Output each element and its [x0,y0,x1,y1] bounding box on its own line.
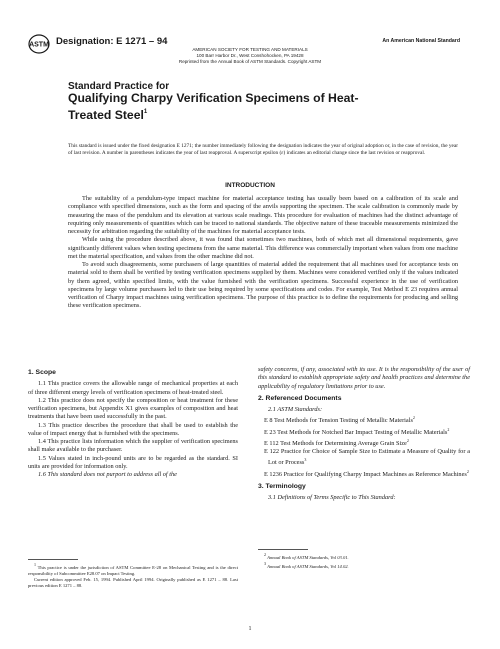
terminology-heading: 3. Terminology [258,482,306,490]
society-name: AMERICAN SOCIETY FOR TESTING AND MATERIALS [192,47,308,52]
reprint-notice: Reprinted from the Annual Book of ASTM Standards. Copyright ASTM [178,59,322,64]
scope-item-1-1: 1.1 This practice covers the allowable range of mechanical properties at each of three different energy levels of verification specimens of heat-treated steel. [28,380,238,396]
standard-title [68,92,398,122]
scope-item-1-2: 1.2 This practice does not specify the composition or heat treatment for these verification specimens, but Appendix X1 gives examples of composition and heat treatments that have been used successfully in the past. [28,396,238,421]
right-column [258,366,470,502]
astm-standards-label: 2.1 ASTM Standards: [268,406,323,413]
scope-item-1-6-continued: safety concerns, if any, associated with its use. It is the responsibility of the user of this standard to establish appropriate safety and health practices and determine the applicability of regulatory limitations prior to use. [258,366,470,390]
intro-paragraph-3: To avoid such disagreements, some purchasers of large quantities of material added the requirement that all machines used for acceptance tests on material sold to them shall be verified by testing verification specimens supplied by them. Machines were considered verified only if the values indicated by them agreed, within specified limits, with the value furnished with the verification specimens. Successful experience in the use of verification specimens by large volume purchasers led to their use being required by some specifications and codes. For example, Test Method E 23 requires annual verification of Charpy impact machines using verification specimens. The purpose of this practice is to define the requirements for producing and selling these verification specimens. [68,261,458,310]
footnotes-right [258,552,470,570]
scope-heading: 1. Scope [28,369,56,376]
footnote-1-continued: Current edition approved Feb. 15, 1994. Published April 1994. Originally published as E 1271 – 88. Last previous edition E 1271 – 88. [28,577,238,588]
standard-kind: Standard Practice for [68,81,170,92]
scope-item-1-6: 1.6 This standard does not purport to address all of the [38,471,177,478]
reference-item: E 112 Test Methods for Determining Average Grain Size$^2$ [264,437,409,447]
reference-item: E 23 Test Methods for Notched Bar Impact Testing of Metallic Materials$^2$ [264,426,450,436]
reference-item: E 122 Practice for Choice of Sample Size to Estimate a Measure of Quality for a Lot or Process$^3$ [264,448,470,467]
intro-paragraph-1: The suitability of a pendulum-type impact machine for material acceptance testing has usually been based on a calibration of its scale and compliance with specified dimensions, such as the form and spacing of the anvils supporting the specimen. The scale calibration is commonly made by measuring the mass of the pendulum and its elevation at various scale readings. This procedure for evaluation of machines had the distinct advantage of requiring only measurements of quantities which can be traced to national standards. The objective nature of these traceable measurements minimized the necessity for arbitration regarding the suitability of the machines for material acceptance tests. [68,195,458,235]
footnote-2: $^2$ Annual Book of ASTM Standards, Vol 03.01. [264,552,349,560]
footnote-rule-left [28,559,78,560]
footnotes-left [28,562,238,589]
logo-text: ASTM [29,41,49,49]
title-footnote-mark: 1 [143,108,148,115]
society-address: 100 Barr Harbor Dr., West Conshohocken, PA 19428 [196,53,304,58]
designation-notice: This standard is issued under the fixed designation E 1271; the number immediately following the designation indicates the year of original adoption or, in the case of revision, the year of last revision. A number in parentheses indicates the year of last reapproval. A superscript epsilon (ε) indicates an editorial change since the last revision or reapproval. [68,143,458,157]
reference-item: E 8 Test Methods for Tension Testing of Metallic Materials$^2$ [264,415,415,425]
page-number: 1 [248,626,252,632]
title-text: Qualifying Charpy Verification Specimens of Heat-Treated Steel [68,91,359,122]
introduction-heading: INTRODUCTION [225,182,275,189]
designation: Designation: E 1271 – 94 [56,36,168,47]
referenced-documents-heading: 2. Referenced Documents [258,394,342,402]
introduction-body [68,195,458,311]
organization-tag: An American National Standard [382,38,460,44]
scope-item-1-3: 1.3 This practice describes the procedure that shall be used to establish the value of impact energy that is furnished with the specimens. [28,421,238,437]
left-column [28,369,238,479]
footnote-3: $^3$ Annual Book of ASTM Standards, Vol 14.02. [264,561,349,569]
scope-item-1-5: 1.5 Values stated in inch-pound units are to be regarded as the standard. SI units are provided for information only. [28,454,238,470]
scope-item-1-4: 1.4 This practice lists information which the supplier of verification specimens shall make available to the purchaser. [28,438,238,454]
intro-paragraph-2: While using the procedure described above, it was found that sometimes two machines, both of which met all dimensional requirements, gave significantly different values when testing specimens from the same material. This difference was commercially important when values from one machine met the material specification, and values from the other machine did not. [68,236,458,260]
footnote-rule-right [258,549,308,550]
footnote-1: $^1$ This practice is under the jurisdiction of ASTM Committee E-28 on Mechanical Testing and is the direct responsibility of Subcommittee E28.07 on Impact Testing. [28,562,238,576]
terminology-item-3-1: 3.1 Definitions of Terms Specific to This Standard: [268,494,396,501]
reference-item: E 1236 Practice for Qualifying Charpy Impact Machines as Reference Machines$^2$ [264,468,469,478]
